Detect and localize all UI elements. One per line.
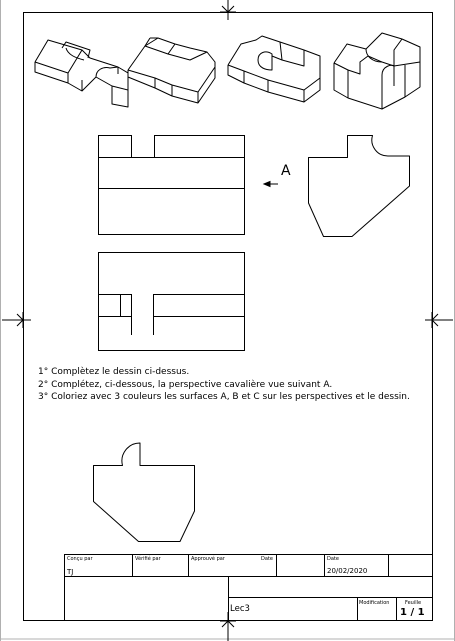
date-label-2: Date xyxy=(327,556,339,562)
perspective-view-2 xyxy=(128,38,215,103)
view-direction-arrow xyxy=(264,182,278,187)
top-view xyxy=(98,253,245,351)
date-value: 20/02/2020 xyxy=(327,567,368,575)
centering-mark-top xyxy=(220,0,236,20)
instruction-1: 1° Complètez le dessin ci-dessus. xyxy=(38,367,190,377)
perspective-view-4 xyxy=(334,33,420,109)
date-label-1: Date xyxy=(261,556,273,562)
instruction-3: 3° Coloriez avec 3 couleurs les surfaces A, B et C sur les perspectives et le dessin. xyxy=(38,392,410,402)
view-label-a: A xyxy=(281,163,291,179)
centering-mark-left xyxy=(2,312,31,328)
perspective-view-3 xyxy=(228,36,320,102)
sheet-number: 1 / 1 xyxy=(400,607,425,618)
centering-mark-right xyxy=(425,312,453,328)
sheet-label: Feuille xyxy=(405,600,422,606)
approved-by-label: Approuvé par xyxy=(191,556,225,562)
side-view xyxy=(309,136,410,237)
modification-label: Modification xyxy=(359,600,390,606)
instruction-2: 2° Complétez, ci-dessous, la perspective cavalière vue suivant A. xyxy=(38,379,333,390)
designed-by-label: Conçu par xyxy=(67,556,93,562)
perspective-view-1 xyxy=(35,40,128,107)
instructions xyxy=(38,366,410,404)
checked-by-label: Vérifié par xyxy=(135,556,161,562)
drawing-title: Lec3 xyxy=(230,604,250,614)
designed-by-value: TJ xyxy=(67,568,74,576)
answer-area-profile xyxy=(94,443,195,542)
front-view xyxy=(98,135,245,235)
